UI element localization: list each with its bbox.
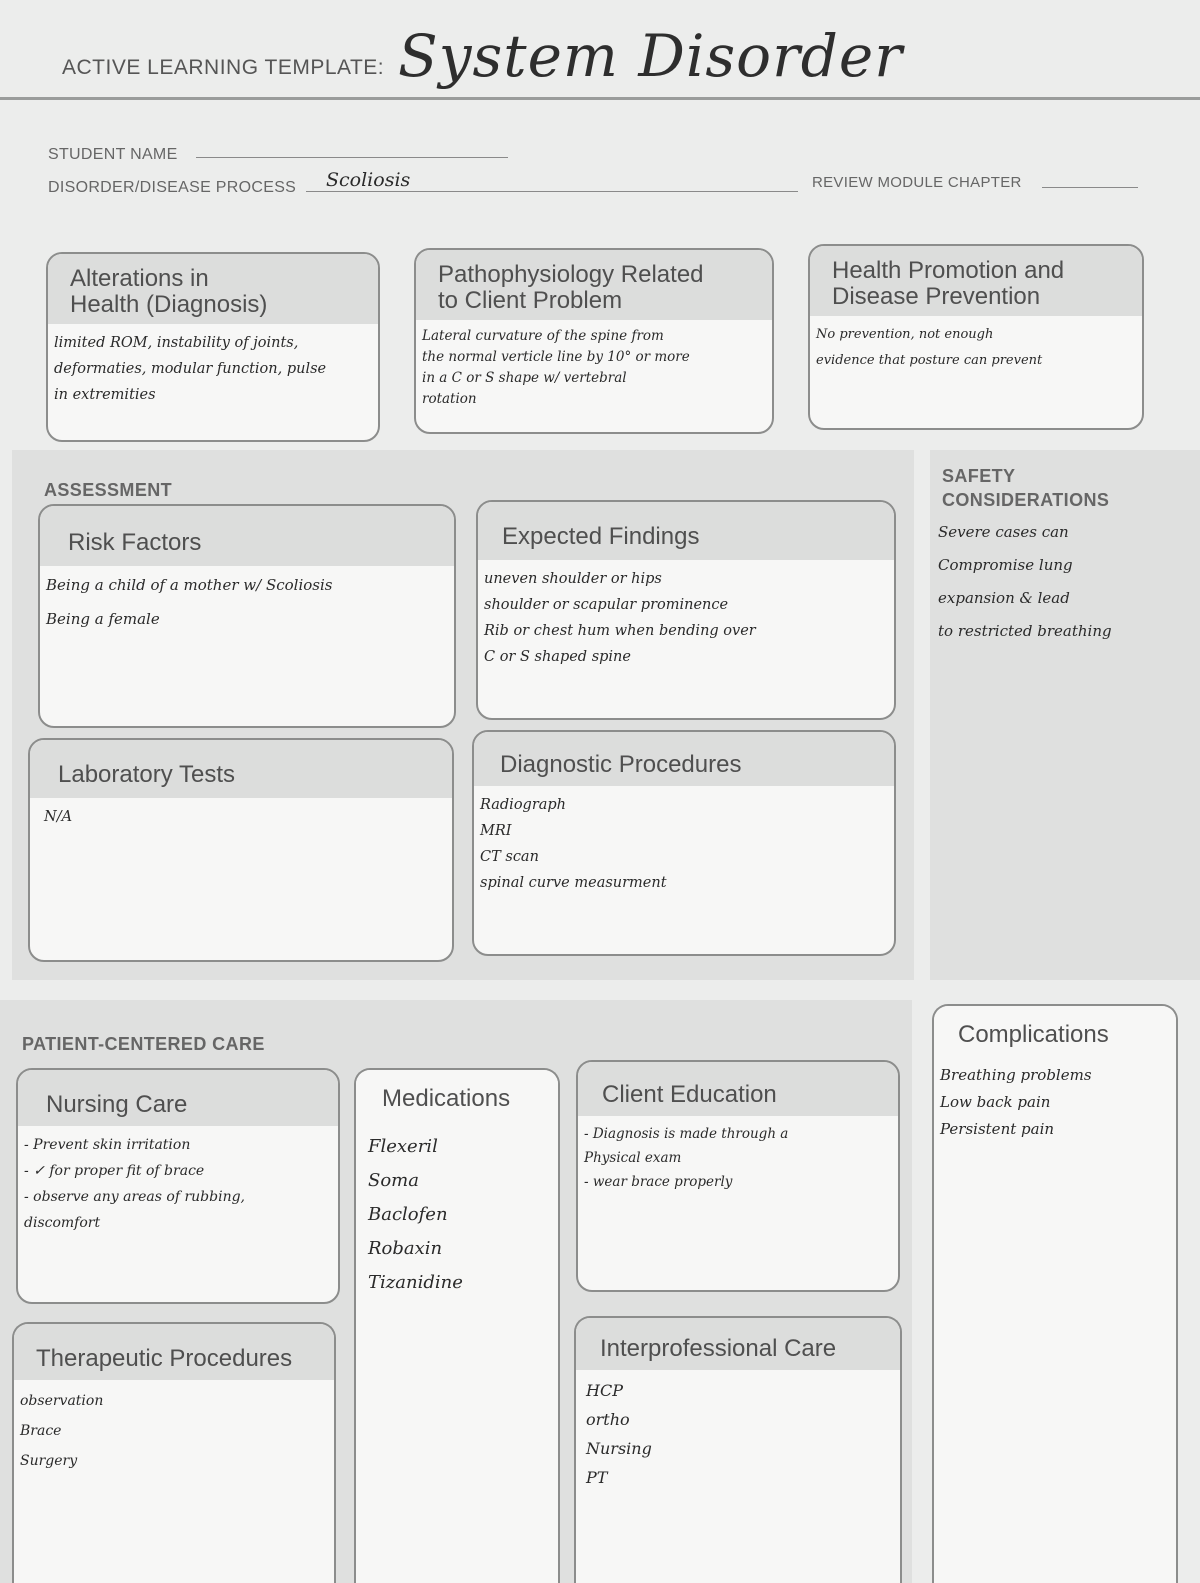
medications-line: Robaxin: [368, 1238, 443, 1259]
pathophysiology-line: Lateral curvature of the spine from: [422, 328, 664, 344]
medications-content: [356, 1120, 558, 1300]
expected-findings-heading: Expected Findings: [502, 523, 700, 550]
diagnostic-procedures-content: [474, 786, 894, 896]
interprofessional-care-line: HCP: [586, 1381, 623, 1400]
therapeutic-procedures-line: Surgery: [20, 1453, 78, 1469]
complications-heading: Complications: [958, 1021, 1109, 1048]
safety-line: to restricted breathing: [938, 622, 1112, 640]
pathophysiology-heading-2: to Client Problem: [438, 287, 623, 314]
student-name-label: STUDENT NAME: [48, 146, 178, 163]
alterations-line: deformaties, modular function, pulse: [54, 361, 327, 377]
patient-centered-care-label: PATIENT-CENTERED CARE: [22, 1034, 265, 1054]
expected-findings-line: C or S shaped spine: [484, 649, 631, 665]
risk-factors-heading: Risk Factors: [68, 529, 202, 556]
expected-findings-line: Rib or chest hum when bending over: [484, 623, 756, 639]
nursing-care-line: - Prevent skin irritation: [24, 1137, 191, 1153]
risk-factors-line: Being a child of a mother w/ Scoliosis: [46, 576, 333, 594]
expected-findings-line: shoulder or scapular prominence: [484, 597, 729, 613]
safety-content: [938, 516, 1112, 648]
pathophysiology-heading-1: Pathophysiology Related: [438, 261, 704, 288]
health-promotion-content: [810, 316, 1142, 374]
complications-line: Low back pain: [940, 1093, 1051, 1111]
laboratory-tests-content: [30, 798, 452, 830]
pathophysiology-line: rotation: [422, 391, 477, 407]
client-education-line: - wear brace properly: [584, 1174, 733, 1190]
client-education-line: - Diagnosis is made through a: [584, 1126, 789, 1142]
medications-box: [354, 1068, 560, 1583]
health-promotion-heading-2: Disease Prevention: [832, 283, 1041, 310]
client-education-box: [576, 1060, 900, 1292]
health-promotion-line: evidence that posture can prevent: [816, 353, 1043, 368]
medications-line: Baclofen: [368, 1204, 448, 1225]
interprofessional-care-box: [574, 1316, 902, 1583]
client-education-heading: Client Education: [602, 1081, 777, 1108]
interprofessional-care-line: PT: [586, 1468, 608, 1487]
expected-findings-content: [478, 560, 894, 670]
safety-label-line-1: SAFETY: [942, 466, 1016, 486]
alterations-content: [48, 324, 378, 408]
diagnostic-procedures-box: [472, 730, 896, 956]
therapeutic-procedures-line: Brace: [20, 1423, 62, 1439]
interprofessional-care-content: [576, 1370, 900, 1492]
client-education-content: [578, 1116, 898, 1194]
nursing-care-box: [16, 1068, 340, 1304]
safety-line: Severe cases can: [938, 523, 1069, 541]
template-label: ACTIVE LEARNING TEMPLATE:: [62, 56, 385, 79]
assessment-label: ASSESSMENT: [44, 480, 173, 500]
interprofessional-care-line: Nursing: [586, 1439, 652, 1458]
complications-content: [934, 1056, 1176, 1143]
alterations-line: limited ROM, instability of joints,: [54, 335, 299, 351]
diagnostic-procedures-heading: Diagnostic Procedures: [500, 751, 742, 778]
health-promotion-box: [808, 244, 1144, 430]
disorder-line: [306, 191, 798, 192]
medications-line: Flexeril: [368, 1136, 438, 1157]
medications-heading: Medications: [382, 1085, 511, 1112]
pathophysiology-line: the normal verticle line by 10° or more: [422, 349, 690, 365]
disorder-value: Scoliosis: [326, 169, 411, 191]
alterations-heading-2: Health (Diagnosis): [70, 291, 268, 318]
therapeutic-procedures-content: [14, 1380, 334, 1476]
disorder-label: DISORDER/DISEASE PROCESS: [48, 179, 297, 196]
alterations-heading-1: Alterations in: [70, 265, 209, 292]
review-module-label: REVIEW MODULE CHAPTER: [812, 174, 1022, 191]
pathophysiology-content: [416, 320, 772, 410]
diagnostic-procedures-line: spinal curve measurment: [480, 875, 667, 891]
laboratory-tests-line: N/A: [44, 809, 73, 825]
expected-findings-box: [476, 500, 896, 720]
laboratory-tests-box: [28, 738, 454, 962]
header-rule: [0, 97, 1200, 100]
student-name-line: [196, 157, 508, 158]
nursing-care-line: - ✓ for proper fit of brace: [24, 1163, 205, 1179]
pathophysiology-line: in a C or S shape w/ vertebral: [422, 370, 627, 386]
risk-factors-box: [38, 504, 456, 728]
safety-line: expansion & lead: [938, 589, 1070, 607]
safety-label-line-2: CONSIDERATIONS: [942, 490, 1110, 510]
diagnostic-procedures-line: MRI: [480, 823, 512, 839]
nursing-care-line: - observe any areas of rubbing,: [24, 1189, 246, 1205]
pathophysiology-box: [414, 248, 774, 434]
risk-factors-line: Being a female: [46, 610, 160, 628]
medications-line: Soma: [368, 1170, 419, 1191]
review-module-line: [1042, 187, 1138, 188]
expected-findings-line: uneven shoulder or hips: [484, 571, 662, 587]
nursing-care-content: [18, 1126, 338, 1236]
client-education-line: Physical exam: [584, 1150, 682, 1166]
diagnostic-procedures-line: Radiograph: [480, 797, 567, 813]
complications-line: Breathing problems: [940, 1066, 1092, 1084]
nursing-care-heading: Nursing Care: [46, 1091, 188, 1118]
health-promotion-line: No prevention, not enough: [816, 327, 994, 342]
health-promotion-heading-1: Health Promotion and: [832, 257, 1065, 284]
therapeutic-procedures-line: observation: [20, 1393, 104, 1409]
nursing-care-line: discomfort: [24, 1215, 101, 1231]
alterations-box: [46, 252, 380, 442]
therapeutic-procedures-box: [12, 1322, 336, 1583]
safety-label: [942, 464, 1109, 512]
risk-factors-line: [46, 598, 448, 606]
safety-line: Compromise lung: [938, 556, 1073, 574]
complications-box: [932, 1004, 1178, 1583]
template-title: System Disorder: [398, 22, 903, 90]
risk-factors-content: [40, 566, 454, 632]
medications-line: Tizanidine: [368, 1272, 463, 1293]
alterations-line: in extremities: [54, 387, 156, 403]
therapeutic-procedures-heading: Therapeutic Procedures: [36, 1345, 293, 1372]
interprofessional-care-line: ortho: [586, 1410, 630, 1429]
complications-line: Persistent pain: [940, 1120, 1055, 1138]
interprofessional-care-heading: Interprofessional Care: [600, 1335, 837, 1362]
diagnostic-procedures-line: CT scan: [480, 849, 539, 865]
laboratory-tests-heading: Laboratory Tests: [58, 761, 235, 788]
